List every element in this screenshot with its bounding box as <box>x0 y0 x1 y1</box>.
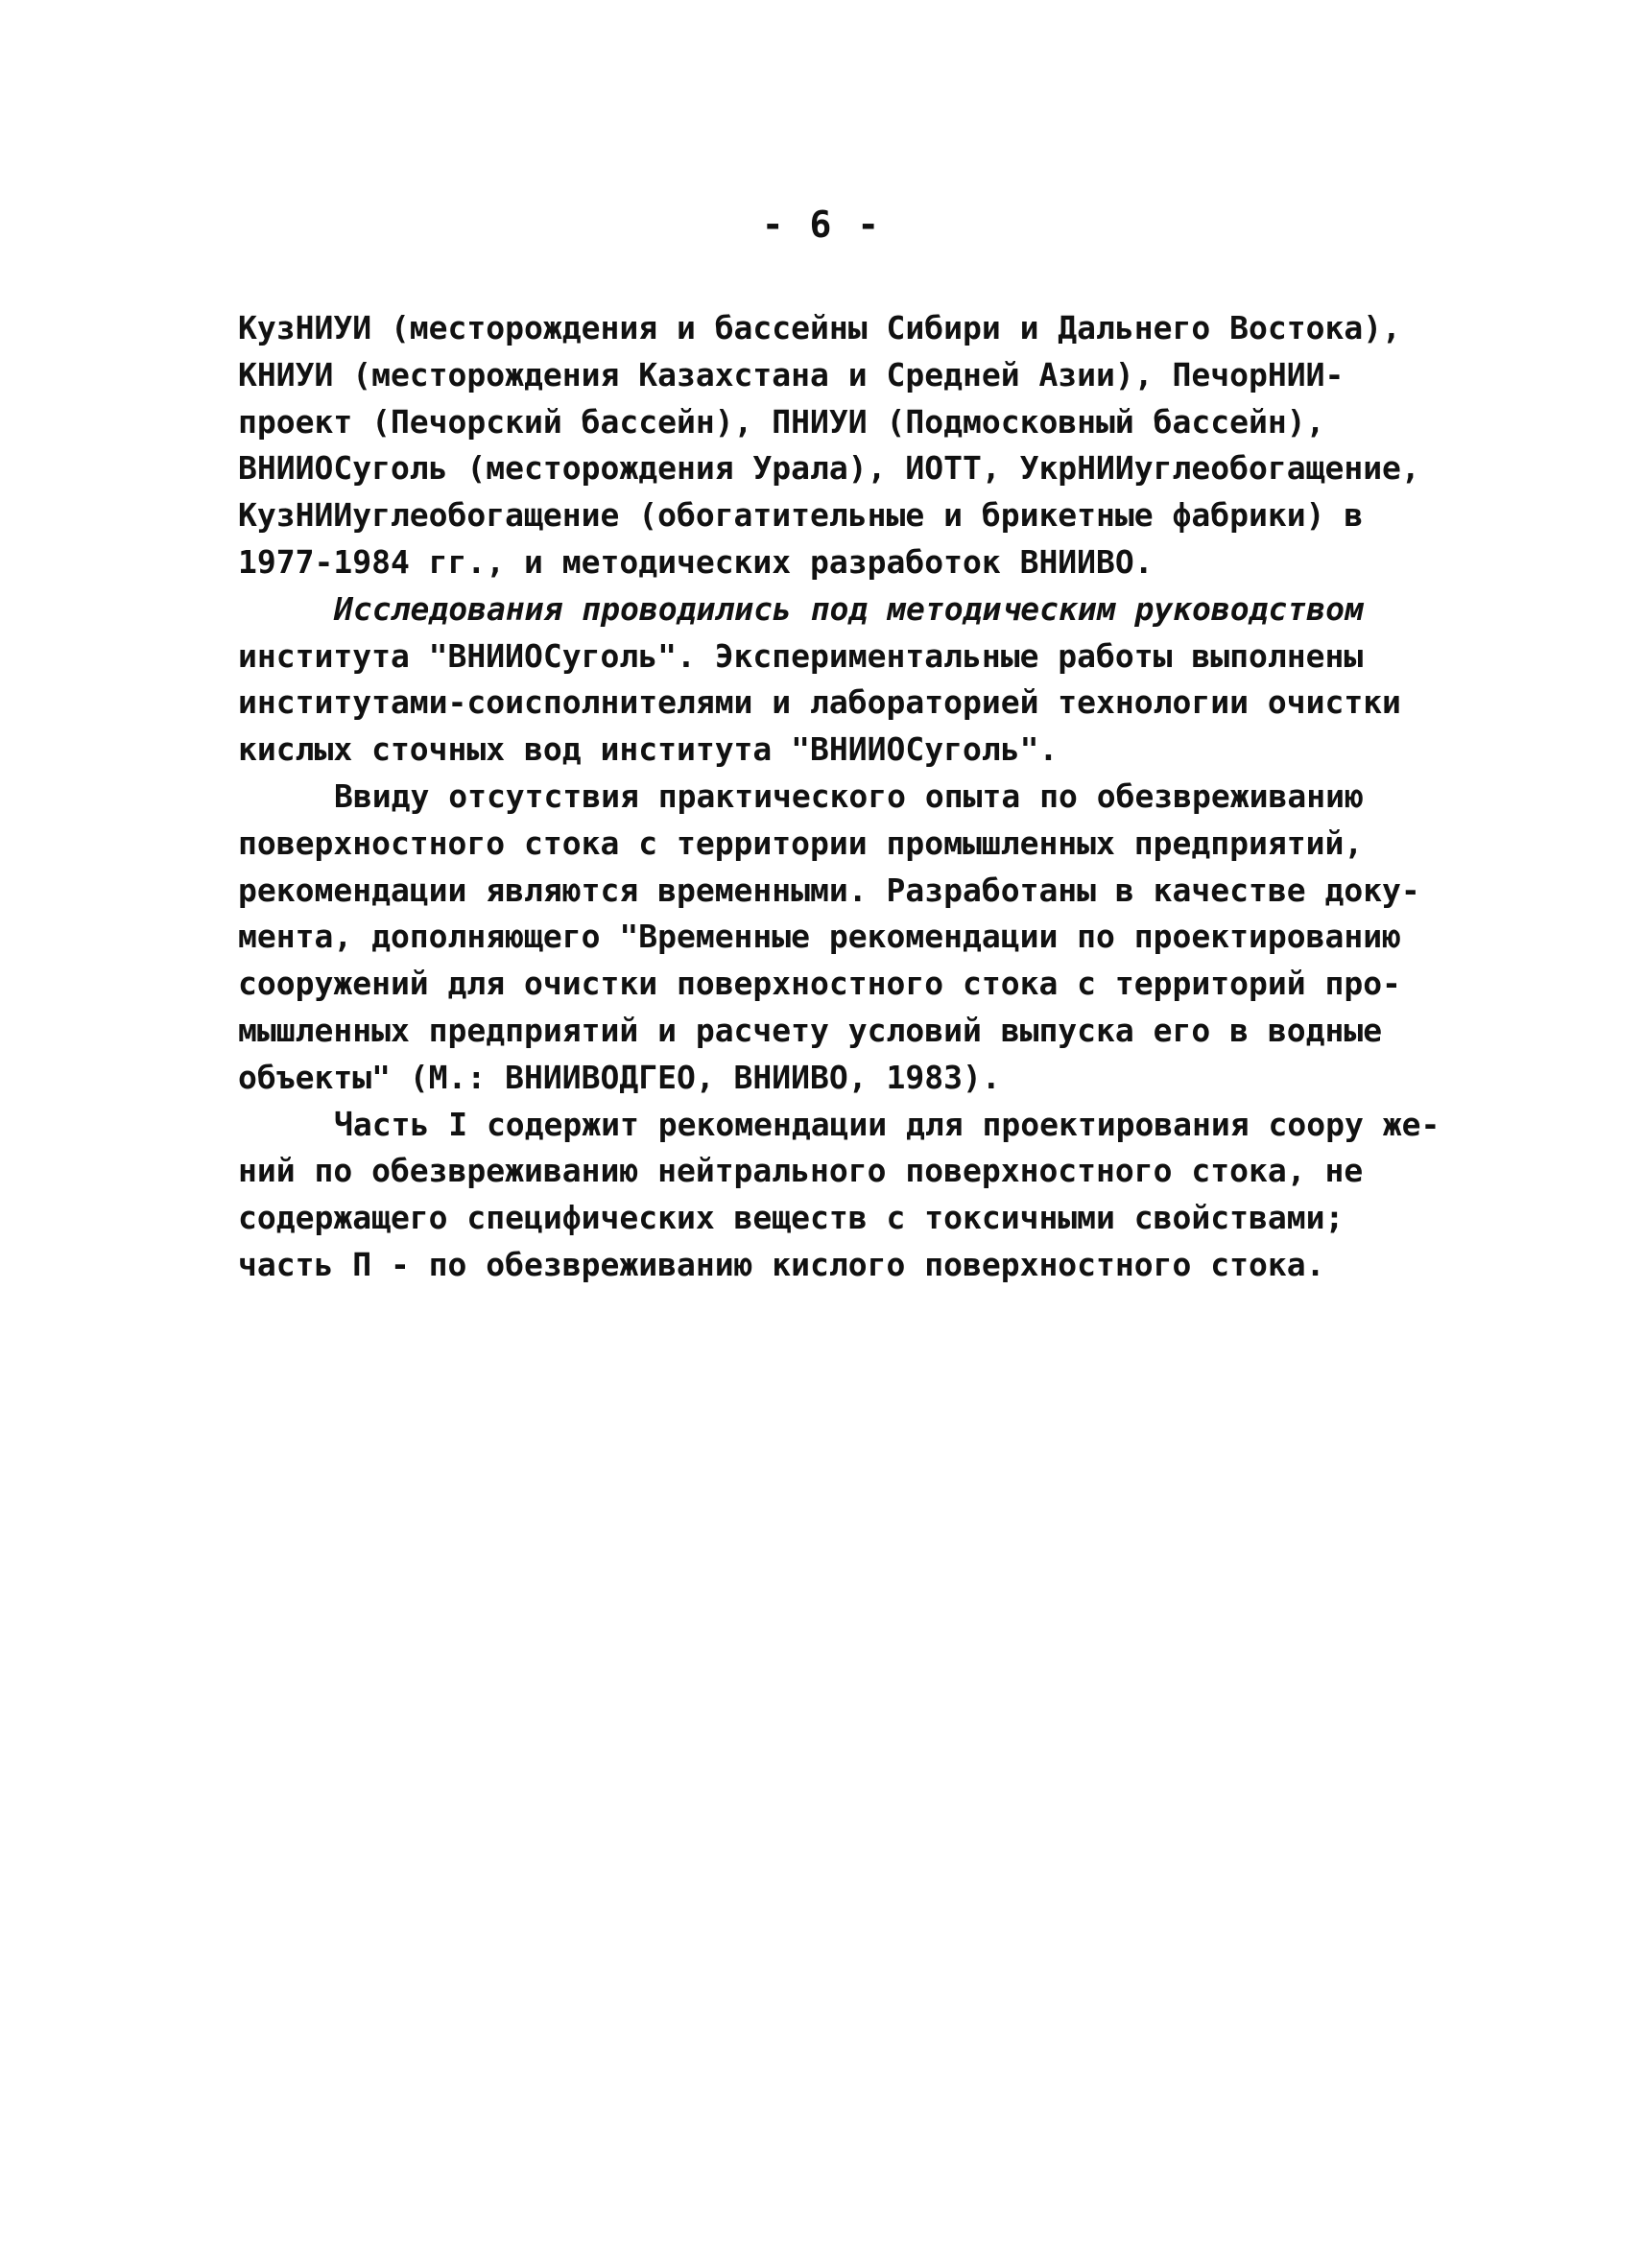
paragraph-1 <box>238 305 1447 586</box>
text-line: Часть I содержит рекомендации для проектирования соору же- <box>334 1105 1441 1143</box>
text-line: ВНИИОСуголь (месторождения Урала), ИОТТ, УкрНИИуглеобогащение, <box>238 449 1420 488</box>
text-line: институтами-соисполнителями и лабораторией технологии очистки <box>238 683 1401 722</box>
text-line: рекомендации являются временными. Разработаны в качестве доку- <box>238 871 1420 909</box>
text-line: КНИУИ (месторождения Казахстана и Средней Азии), ПечорНИИ- <box>238 355 1345 394</box>
text-line: 1977-1984 гг., и методических разработок ВНИИВО. <box>238 542 1154 581</box>
paragraph-2 <box>238 586 1447 774</box>
text-line: КузНИУИ (месторождения и бассейны Сибири и Дальнего Востока), <box>238 309 1401 346</box>
text-line: часть П - по обезвреживанию кислого поверхностного стока. <box>238 1245 1325 1283</box>
text-line: Ввиду отсутствия практического опыта по обезвреживанию <box>334 776 1364 815</box>
page-number: - 6 - <box>761 203 882 246</box>
text-line: мента, дополняющего "Временные рекомендации по проектированию <box>238 918 1401 956</box>
paragraph-4 <box>238 1102 1447 1289</box>
text-line: сооружений для очистки поверхностного стока с территорий про- <box>238 965 1401 1003</box>
text-line: Исследования проводились под методическим руководством <box>334 589 1364 628</box>
text-line: объекты" (М.: ВНИИВОДГЕО, ВНИИВО, 1983). <box>238 1058 1001 1096</box>
text-line: содержащего специфических веществ с токсичными свойствами; <box>238 1199 1345 1237</box>
text-line: КузНИИуглеобогащение (обогатительные и брикетные фабрики) в <box>238 496 1364 535</box>
text-line: ний по обезвреживанию нейтрального поверхностного стока, не <box>238 1152 1364 1190</box>
text-line: проект (Печорский бассейн), ПНИУИ (Подмосковный бассейн), <box>238 402 1325 441</box>
text-line: кислых сточных вод института "ВНИИОСуголь". <box>238 730 1059 769</box>
text-line: поверхностного стока с территории промышленных предприятий, <box>238 824 1364 862</box>
text-line: института "ВНИИОСуголь". Экспериментальные работы выполнены <box>238 636 1364 675</box>
paragraph-3 <box>238 774 1447 1102</box>
body-text <box>238 305 1447 1289</box>
text-line: мышленных предприятий и расчету условий выпуска его в водные <box>238 1011 1383 1049</box>
